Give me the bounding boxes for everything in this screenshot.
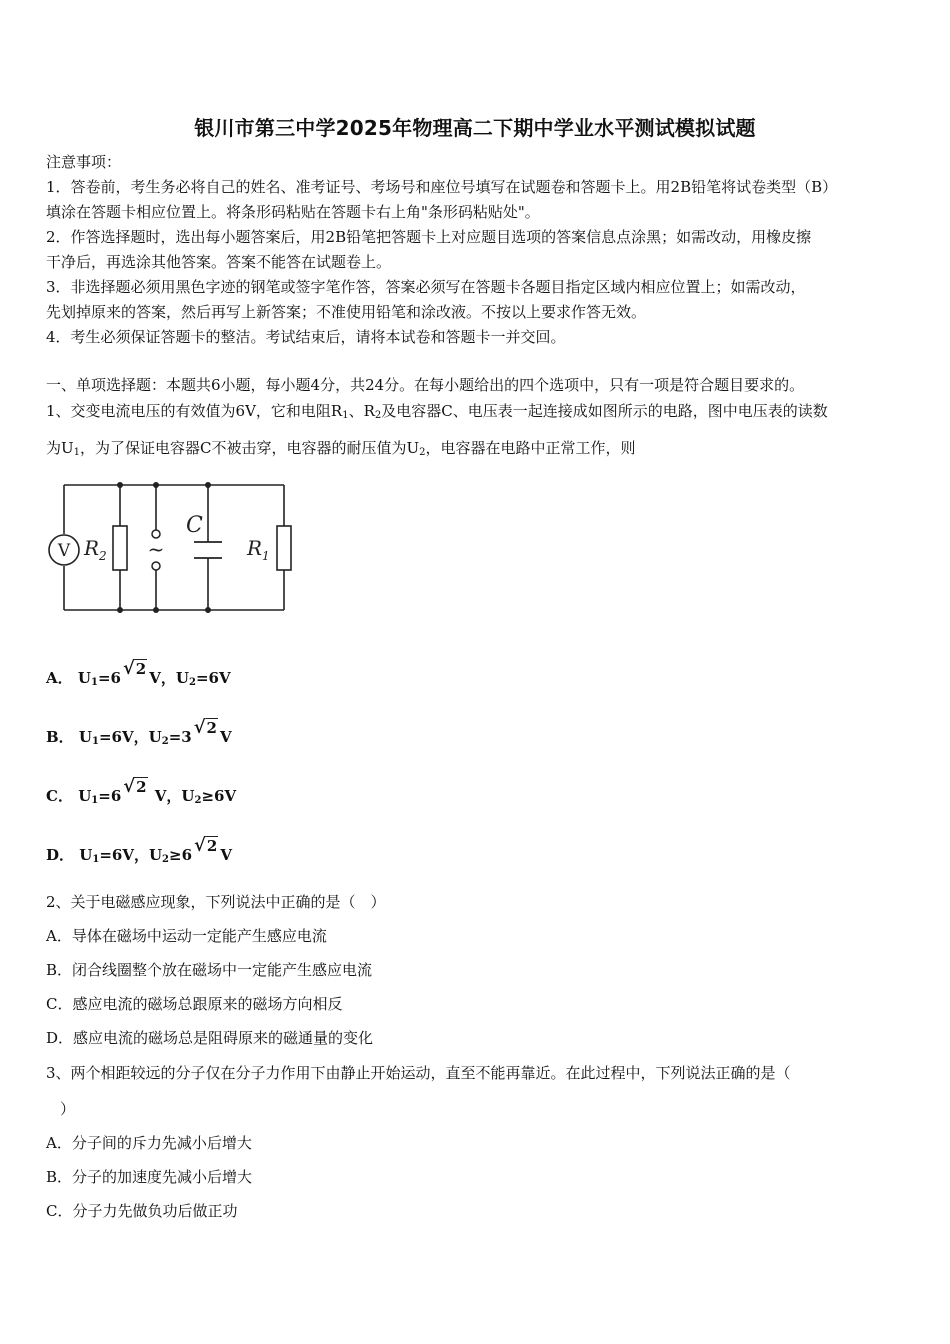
ac-source-symbol: ~	[147, 537, 165, 561]
q3-option-b[interactable]: B．分子的加速度先减小后增大	[46, 1168, 253, 1186]
notes-heading: 注意事项：	[46, 153, 122, 171]
q2-option-c[interactable]: C．感应电流的磁场总跟原来的磁场方向相反	[46, 995, 343, 1013]
q2-option-a[interactable]: A．导体在磁场中运动一定能产生感应电流	[46, 927, 327, 945]
notes-line: 3．非选择题必须用黑色字迹的钢笔或签字笔作答，答案必须写在答题卡各题目指定区域内相应位置上；如需改动，	[46, 278, 806, 296]
question-1-stem-line1: 1、交变电流电压的有效值为6V，它和电阻$R_1$、$R_2$及电容器C、电压表一起连接成如图所示的电路，图中电压表的读数	[46, 402, 828, 421]
notes-line: 2．作答选择题时，选出每小题答案后，用2B铅笔把答题卡上对应题目选项的答案信息点涂黑；如需改动，用橡皮擦	[46, 228, 812, 246]
notes-line: 填涂在答题卡相应位置上。将条形码粘贴在答题卡右上角"条形码粘贴处"。	[46, 203, 540, 221]
r1-label: R	[247, 536, 263, 560]
notes-line: 干净后，再选涂其他答案。答案不能答在试题卷上。	[46, 253, 392, 271]
resistor-r1-symbol	[277, 526, 291, 570]
notes-line: 先划掉原来的答案，然后再写上新答案；不准使用铅笔和涂改液。不按以上要求作答无效。	[46, 303, 647, 321]
capacitor-label: C	[186, 513, 203, 538]
q1-option-b[interactable]: B． $U_1=6V$，$U_2=3$ √2 V	[46, 717, 232, 747]
page-title: 银川市第三中学2025年物理高二下期中学业水平测试模拟试题	[194, 116, 756, 140]
sqrt-symbol: √2	[194, 835, 218, 856]
q2-option-d[interactable]: D．感应电流的磁场总是阻碍原来的磁通量的变化	[46, 1029, 374, 1047]
sqrt-symbol: √2	[123, 776, 147, 797]
source-terminal-bottom	[152, 562, 160, 570]
section-heading: 一、单项选择题：本题共6小题，每小题4分，共24分。在每小题给出的四个选项中，只有一项是符合题目要求的。	[46, 376, 805, 394]
q1-option-a[interactable]: A． $U_1=6$ √2 V，$U_2=6V$	[46, 658, 231, 688]
q1-option-d[interactable]: D． $U_1=6V$，$U_2\ge 6$ √2 V	[46, 835, 232, 865]
sqrt-symbol: √2	[122, 658, 147, 679]
circuit-diagram	[44, 470, 304, 620]
q1-option-c[interactable]: C． $U_1=6$ √2 V，$U_2\ge 6V$	[46, 776, 237, 806]
question-1-stem-line2: 为$U_1$，为了保证电容器C不被击穿，电容器的耐压值为$U_2$，电容器在电路中正常工作，则	[46, 439, 636, 458]
notes-line: 4．考生必须保证答题卡的整洁。考试结束后，请将本试卷和答题卡一并交回。	[46, 328, 566, 346]
q3-option-c[interactable]: C．分子力先做负功后做正功	[46, 1202, 238, 1220]
r2-label: R	[84, 536, 100, 560]
r2-subscript: 2	[99, 549, 107, 563]
resistor-r2-symbol	[113, 526, 127, 570]
q3-option-a[interactable]: A．分子间的斥力先减小后增大	[46, 1134, 252, 1152]
voltmeter-label: V	[57, 541, 71, 561]
notes-line: 1．答卷前，考生务必将自己的姓名、准考证号、考场号和座位号填写在试题卷和答题卡上。用2B铅笔将试卷类型（B）	[46, 178, 838, 196]
question-3-stem-cont: ）	[60, 1100, 76, 1118]
question-3-stem: 3、两个相距较远的分子仅在分子力作用下由静止开始运动，直至不能再靠近。在此过程中，下列说法正确的是（	[46, 1064, 791, 1082]
r1-subscript: 1	[262, 549, 270, 563]
question-2-stem: 2、关于电磁感应现象，下列说法中正确的是（ ）	[46, 893, 386, 911]
q2-option-b[interactable]: B．闭合线圈整个放在磁场中一定能产生感应电流	[46, 961, 373, 979]
sqrt-symbol: √2	[193, 717, 217, 738]
